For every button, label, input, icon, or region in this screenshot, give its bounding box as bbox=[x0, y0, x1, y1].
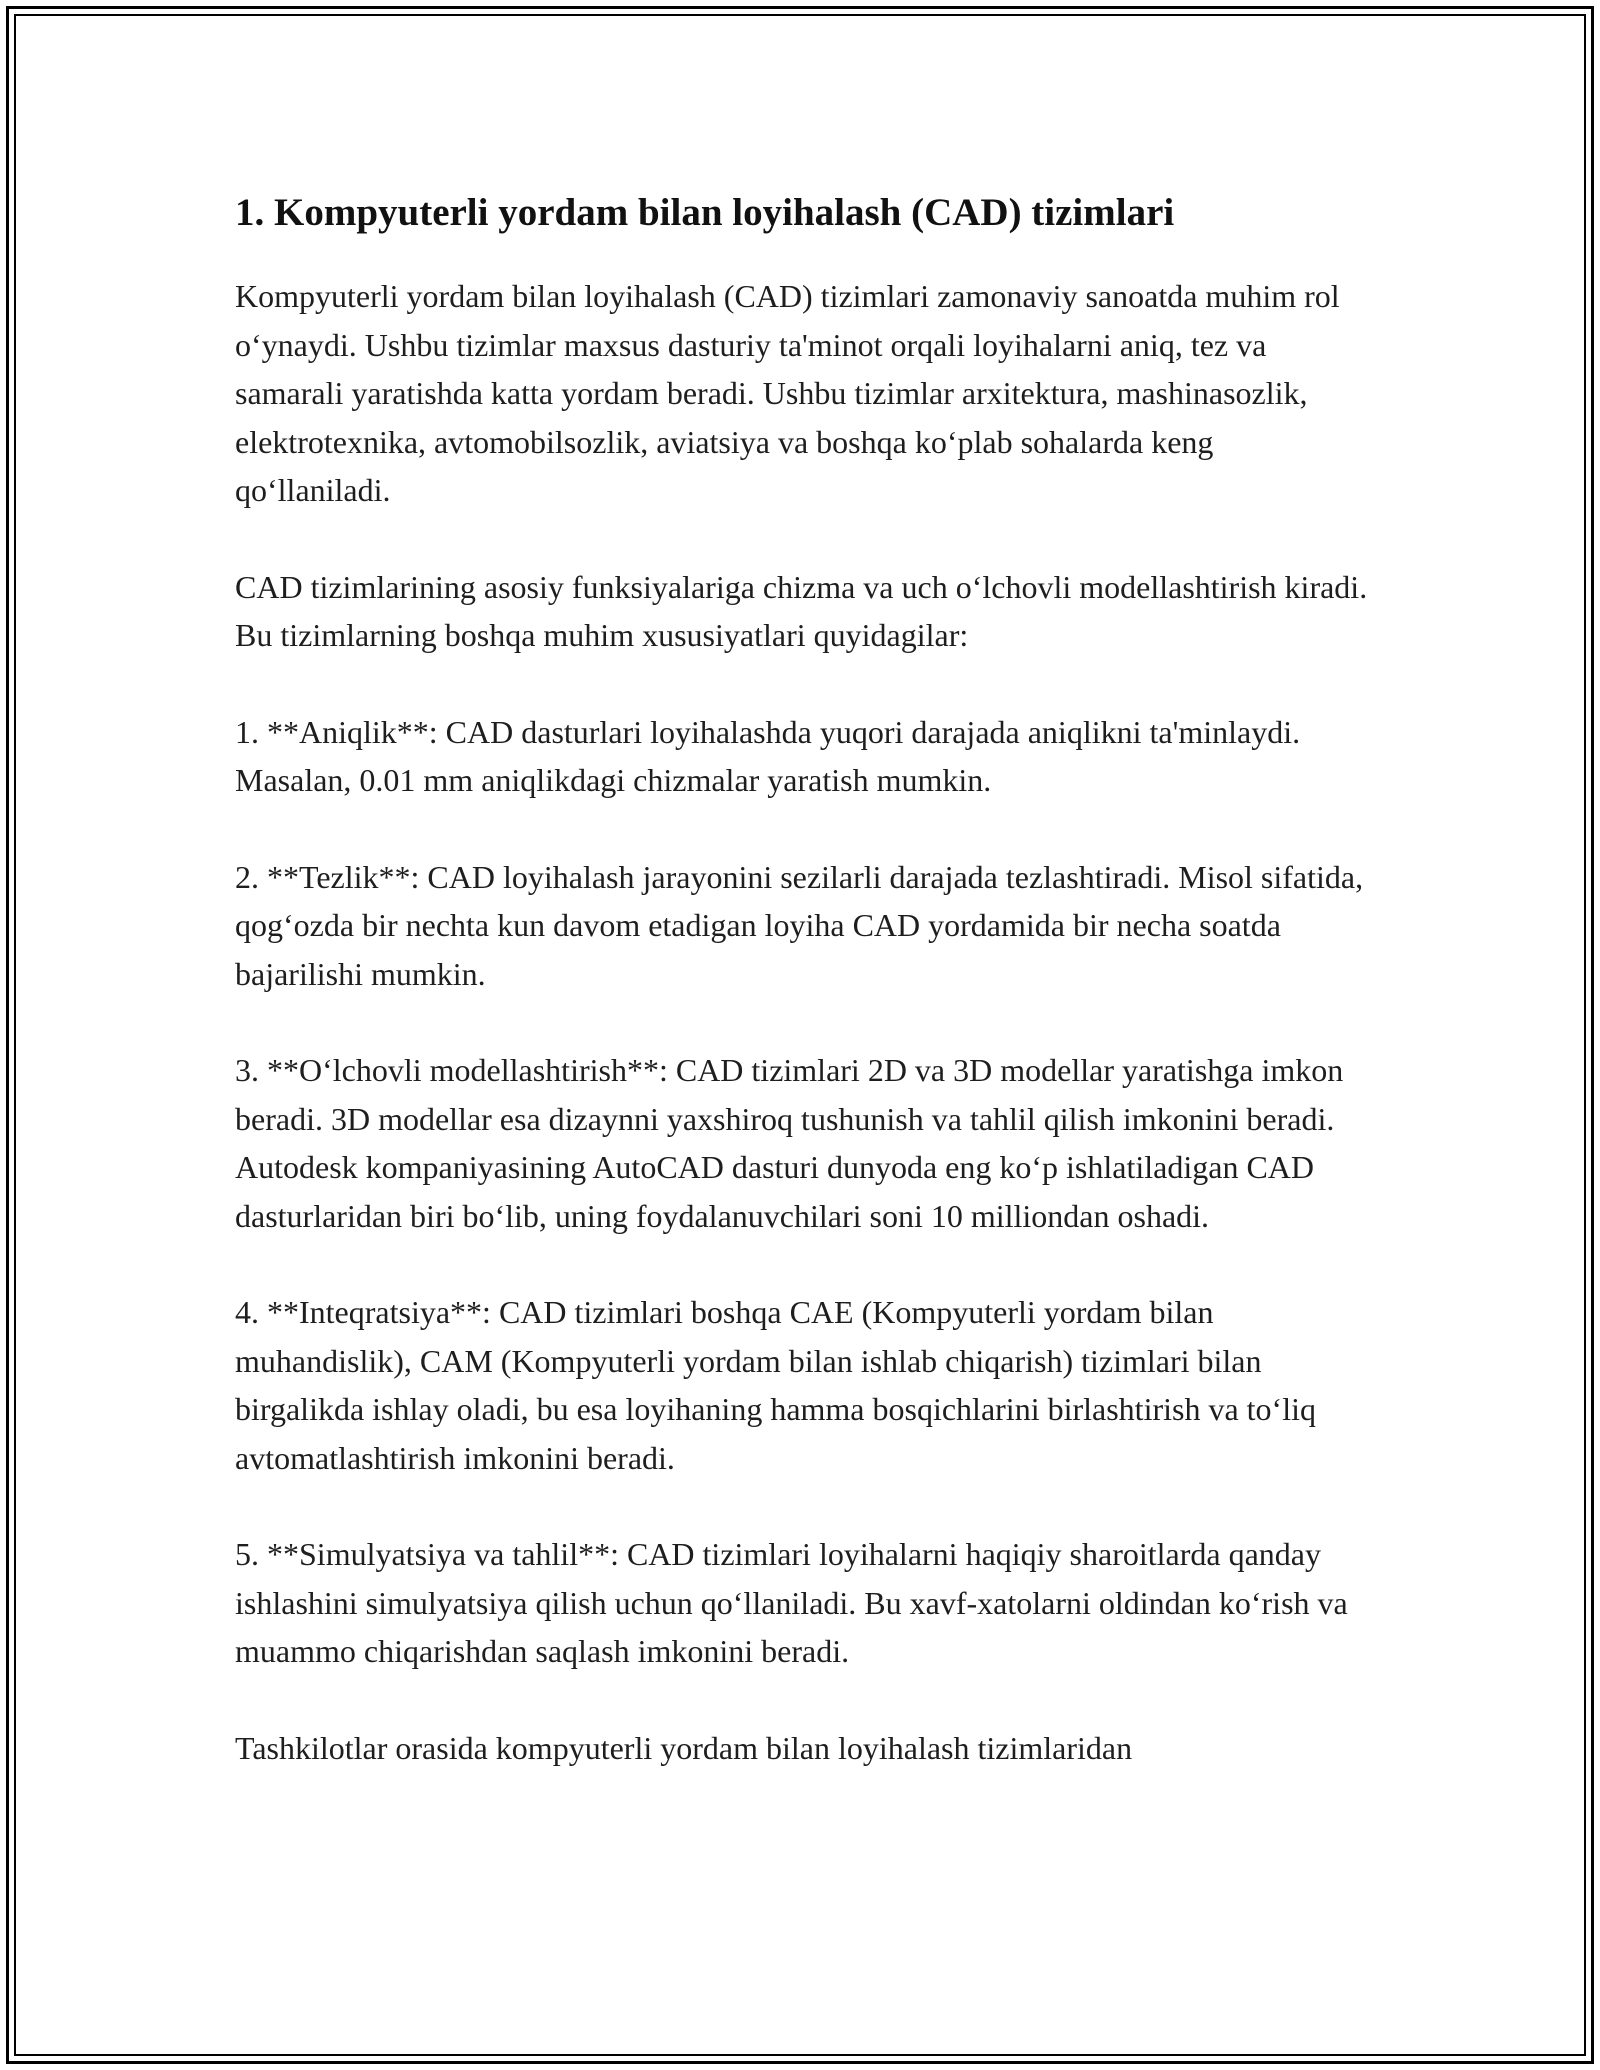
document-title: 1. Kompyuterli yordam bilan loyihalash (CAD) tizimlari bbox=[235, 191, 1175, 234]
features-intro-paragraph: CAD tizimlarining asosiy funksiyalariga chizma va uch o‘lchovli modellashtirish kiradi. Bu tizimlarning boshqa muhim xususiyatlari quyidagilar: bbox=[235, 568, 1368, 653]
document-body bbox=[235, 186, 1375, 1772]
list-item-simulation: 5. **Simulyatsiya va tahlil**: CAD tizimlari loyihalarni haqiqiy sharoitlarda qanday ishlashini simulyatsiya qilish uchun qo‘llaniladi. Bu xavf-xatolarni oldindan ko‘rish va muammo chiqarishdan saqlash imkonini beradi. bbox=[235, 1536, 1348, 1669]
list-item-modeling: 3. **O‘lchovli modellashtirish**: CAD tizimlari 2D va 3D modellar yaratishga imkon beradi. 3D modellar esa dizaynni yaxshiroq tushunish va tahlil qilish imkonini beradi. Autodesk kompaniyasining AutoCAD dasturi dunyoda eng ko‘p ishlatiladigan CAD dasturlaridan biri bo‘lib, uning foydalanuvchilari soni 10 milliondan oshadi. bbox=[235, 1052, 1344, 1234]
list-item-accuracy: 1. **Aniqlik**: CAD dasturlari loyihalashda yuqori darajada aniqlikni ta'minlaydi. Masalan, 0.01 mm aniqlikdagi chizmalar yaratish mumkin. bbox=[235, 713, 1301, 798]
list-item-integration: 4. **Inteqratsiya**: CAD tizimlari boshqa CAE (Kompyuterli yordam bilan muhandislik), CAM (Kompyuterli yordam bilan ishlab chiqarish) tizimlari bilan birgalikda ishlay oladi, bu esa loyihaning hamma bosqichlarini birlashtirish va to‘liq avtomatlashtirish imkonini beradi. bbox=[235, 1294, 1316, 1476]
closing-paragraph: Tashkilotlar orasida kompyuterli yordam bilan loyihalash tizimlaridan bbox=[235, 1729, 1133, 1766]
list-item-speed: 2. **Tezlik**: CAD loyihalash jarayonini sezilarli darajada tezlashtiradi. Misol sifatida, qog‘ozda bir nechta kun davom etadigan loyiha CAD yordamida bir necha soatda bajarilishi mumkin. bbox=[235, 858, 1364, 992]
intro-paragraph: Kompyuterli yordam bilan loyihalash (CAD) tizimlari zamonaviy sanoatda muhim rol o‘ynaydi. Ushbu tizimlar maxsus dasturiy ta'minot orqali loyihalarni aniq, tez va samarali yaratishda katta yordam beradi. Ushbu tizimlar arxitektura, mashinasozlik, elektrotexnika, avtomobilsozlik, aviatsiya va boshqa ko‘plab sohalarda keng qo‘llaniladi. bbox=[235, 278, 1340, 508]
